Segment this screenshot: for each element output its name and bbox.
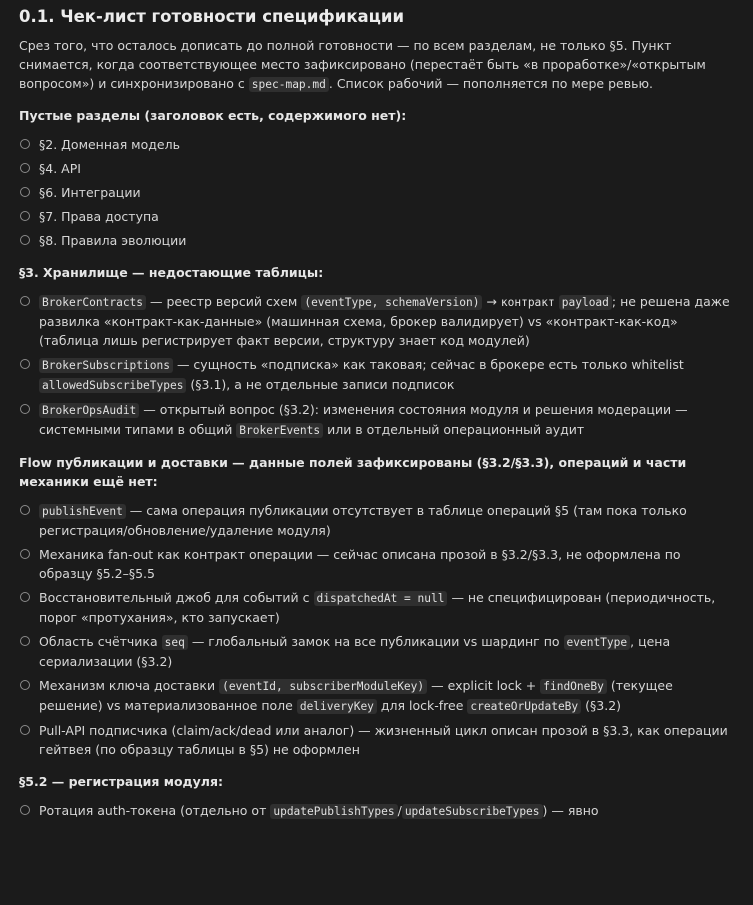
inline-code: updateSubscribeTypes [402,804,543,819]
checklist-item[interactable] [19,676,735,716]
inline-code: findOneBy [540,679,607,694]
checklist-item[interactable] [19,632,735,671]
checkbox-circle-icon[interactable] [20,505,30,515]
item-text: Механизм ключа доставки [39,678,220,693]
checkbox-circle-icon[interactable] [20,636,30,646]
checklist-item[interactable] [19,355,735,395]
checkbox-circle-icon[interactable] [20,359,30,369]
item-text: §2. Доменная модель [39,137,180,152]
inline-code: BrokerSubscriptions [39,358,173,373]
item-text: (§3.2) [581,698,622,713]
checklist-item[interactable] [19,292,735,350]
inline-code: spec-map.md [249,77,329,92]
item-text: — explicit lock + [427,678,541,693]
checkbox-circle-icon[interactable] [20,404,30,414]
intro-paragraph [19,36,735,94]
item-text: — сама операция публикации отсутствует в таблице операций §5 (там пока только регистрация/обновление/удаление модуля) [39,503,687,538]
inline-code: updatePublishTypes [270,804,397,819]
checklist-item[interactable] [19,545,735,583]
inline-code: (eventType, schemaVersion) [301,295,482,310]
checkbox-circle-icon[interactable] [20,680,30,690]
item-text: (§3.1), а не отдельные записи подписок [186,377,455,392]
item-text: ; не решена даже развилка «контракт-как-данные» (машинная схема, брокер валидирует) vs «контракт-как-код» (таблица лишь регистрирует факт версии, структуру знает код модулей) [39,294,730,348]
page-title: 0.1. Чек-лист готовности спецификации [19,7,405,26]
item-text: / [397,803,402,818]
checklist-publish-flow [19,501,735,759]
checkbox-circle-icon[interactable] [20,163,30,173]
item-text: для lock-free [376,698,468,713]
checklist-item[interactable] [19,135,735,154]
item-text: ) — явно [542,803,599,818]
inline-code: BrokerEvents [236,423,323,438]
checkbox-circle-icon[interactable] [20,592,30,602]
arrow-glyph: → [482,294,501,309]
item-text: Pull-API подписчика (claim/ack/dead или аналог) — жизненный цикл описан прозой в §3.3, как операции гейтвея (по образцу таблицы в §5) не оформлен [39,723,728,757]
inline-code: createOrUpdateBy [467,699,581,714]
intro-text: Срез того, что осталось дописать до полной готовности — по всем разделам, не только §5. Пункт снимается, когда соответствующее место зафиксировано (перестаёт быть «в проработке»/«открытым вопросом») и синхронизировано с [19,38,706,91]
section-heading-empty-sections: Пустые разделы (заголовок есть, содержимого нет): [19,108,407,123]
item-text: Механика fan-out как контракт операции — сейчас описана прозой в §3.2/§3.3, не оформлена по образцу §5.2–§5.5 [39,547,681,581]
inline-code: seq [162,635,188,650]
intro-text: . Список рабочий — пополняется по мере ревью. [328,76,653,91]
checklist-item[interactable] [19,207,735,226]
item-text: §6. Интеграции [39,185,141,200]
checkbox-circle-icon[interactable] [20,725,30,735]
checklist-item[interactable] [19,721,735,759]
item-text: §4. API [39,161,81,176]
inline-code: deliveryKey [297,699,377,714]
item-text: — сущность «подписка» как таковая; сейчас в брокере есть только whitelist [172,357,684,372]
checkbox-circle-icon[interactable] [20,296,30,306]
inline-code: контракт [500,296,555,309]
checklist-module-registration [19,801,735,821]
checklist-item[interactable] [19,400,735,440]
item-text: Восстановительный джоб для событий с [39,590,314,605]
checklist-item[interactable] [19,588,735,627]
checklist-item[interactable] [19,183,735,202]
inline-code: publishEvent [39,504,126,519]
checkbox-circle-icon[interactable] [20,235,30,245]
checklist-item[interactable] [19,231,735,250]
checklist-item[interactable] [19,801,735,821]
checkbox-circle-icon[interactable] [20,805,30,815]
item-text: — реестр версий схем [146,294,302,309]
item-text: , цена сериализации (§3.2) [39,634,671,669]
inline-code: dispatchedAt = null [314,591,448,606]
inline-code: payload [559,295,612,310]
item-text: — открытый вопрос (§3.2): изменения состояния модуля и решения модерации — системными типами в общий [39,402,688,437]
inline-code: (eventId, subscriberModuleKey) [219,679,427,694]
item-text: (текущее решение) vs материализованное поле [39,678,673,713]
item-text: Ротация auth-токена (отдельно от [39,803,271,818]
inline-code: BrokerContracts [39,295,146,310]
item-text: — глобальный замок на все публикации vs шардинг по [187,634,564,649]
checklist-storage [19,292,735,440]
inline-code: allowedSubscribeTypes [39,378,186,393]
item-text: — не специфицирован (периодичность, порог «протухания», кто запускает) [39,590,716,625]
section-heading-storage: §3. Хранилище — недостающие таблицы: [19,265,324,280]
item-text: §7. Права доступа [39,209,159,224]
inline-code: eventType [564,635,631,650]
checkbox-circle-icon[interactable] [20,139,30,149]
checkbox-circle-icon[interactable] [20,211,30,221]
checklist-item[interactable] [19,159,735,178]
checkbox-circle-icon[interactable] [20,549,30,559]
section-heading-module-registration: §5.2 — регистрация модуля: [19,774,223,789]
checklist-empty-sections [19,135,735,250]
checkbox-circle-icon[interactable] [20,187,30,197]
section-heading-publish-flow: Flow публикации и доставки — данные полей зафиксированы (§3.2/§3.3), операций и части механики ещё нет: [19,455,687,489]
checklist-item[interactable] [19,501,735,540]
inline-code: BrokerOpsAudit [39,403,139,418]
item-text: или в отдельный операционный аудит [323,422,585,437]
item-text: Область счётчика [39,634,162,649]
item-text: §8. Правила эволюции [39,233,187,248]
